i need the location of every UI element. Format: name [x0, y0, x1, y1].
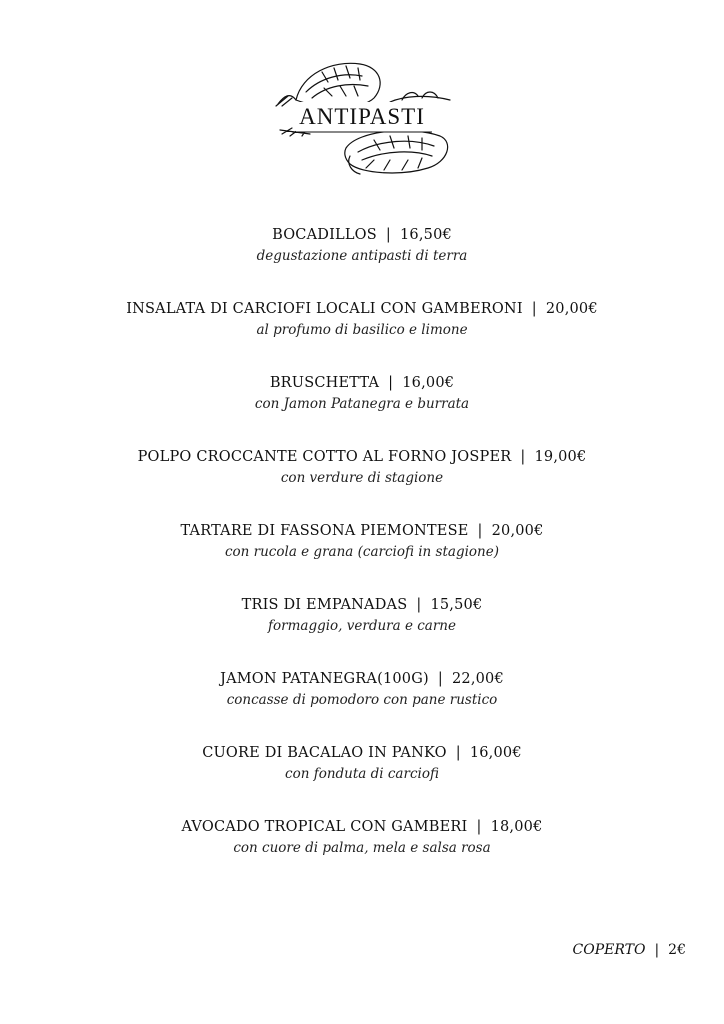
separator: | [416, 597, 422, 613]
dish-price: 16,00€ [469, 745, 522, 761]
menu-section-header [262, 52, 462, 182]
separator: | [437, 671, 443, 687]
dish-name: TARTARE DI FASSONA PIEMONTESE [180, 523, 469, 539]
dish-name: BOCADILLOS [272, 227, 377, 243]
menu-item [0, 594, 724, 668]
dish-price: 18,00€ [490, 819, 543, 835]
dish-description: formaggio, verdura e carne [268, 618, 456, 634]
menu-item [0, 520, 724, 594]
menu-item-list [0, 224, 724, 890]
dish-price: 19,00€ [534, 449, 587, 465]
dish-name: POLPO CROCCANTE COTTO AL FORNO JOSPER [137, 449, 512, 465]
dish-description: degustazione antipasti di terra [256, 248, 468, 264]
dish-name: TRIS DI EMPANADAS [241, 597, 408, 613]
dish-name: CUORE DI BACALAO IN PANKO [202, 745, 447, 761]
dish-price: 20,00€ [491, 523, 544, 539]
separator: | [385, 227, 391, 243]
cover-charge [573, 942, 687, 958]
menu-item [0, 446, 724, 520]
menu-item [0, 816, 724, 890]
dish-price: 22,00€ [451, 671, 504, 687]
dish-price: 20,00€ [545, 301, 598, 317]
menu-item [0, 298, 724, 372]
dish-name: BRUSCHETTA [269, 375, 380, 391]
dish-price: 15,50€ [430, 597, 483, 613]
dish-name: AVOCADO TROPICAL CON GAMBERI [181, 819, 468, 835]
dish-description: con Jamon Patanegra e burrata [254, 396, 470, 412]
dish-price: 16,00€ [402, 375, 455, 391]
dish-price: 16,50€ [399, 227, 452, 243]
separator: | [476, 819, 482, 835]
dish-name: JAMON PATANEGRA(100G) [220, 671, 429, 687]
dish-description: con cuore di palma, mela e salsa rosa [233, 840, 491, 856]
separator: | [455, 745, 461, 761]
separator: | [388, 375, 394, 391]
menu-item [0, 668, 724, 742]
section-title: ANTIPASTI [299, 104, 425, 129]
separator: | [654, 942, 660, 958]
dish-description: con fonduta di carciofi [285, 766, 439, 782]
separator: | [520, 449, 526, 465]
menu-item [0, 224, 724, 298]
dish-description: con rucola e grana (carciofi in stagione) [224, 544, 499, 560]
menu-item [0, 372, 724, 446]
cover-charge-label: COPERTO [572, 942, 646, 958]
cover-charge-price: 2€ [668, 942, 686, 958]
dish-description: al profumo di basilico e limone [256, 322, 468, 338]
separator: | [531, 301, 537, 317]
menu-item [0, 742, 724, 816]
separator: | [477, 523, 483, 539]
dish-name: INSALATA DI CARCIOFI LOCALI CON GAMBERONI [126, 301, 523, 317]
dish-description: con verdure di stagione [280, 470, 444, 486]
dish-description: concasse di pomodoro con pane rustico [226, 692, 498, 708]
